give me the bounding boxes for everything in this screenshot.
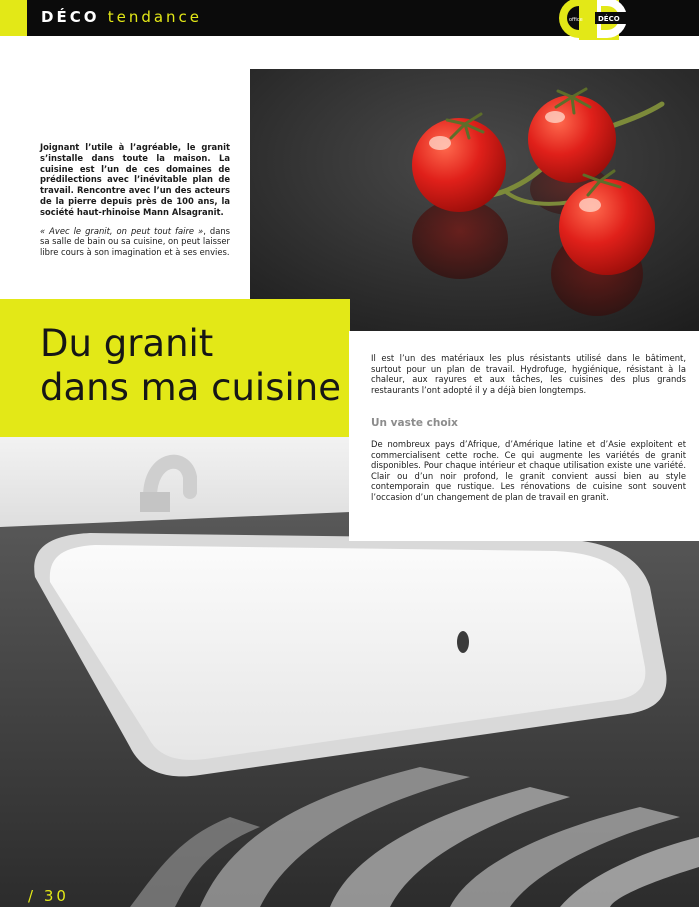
article-paragraph-2 — [371, 439, 686, 503]
article-paragraph-1 — [371, 353, 686, 395]
intro-lead: Joignant l’utile à l’agréable, le granit s’installe dans toute la maison. La cuisine est l’un de ces domaines de prédilections avec l’inévitable plan de travail. Rencontre avec l’un des acteurs de la pierre depuis près de 100 ans, la société haut-rhinoise Mann Alsagranit. — [40, 142, 230, 217]
article-subheading: Un vaste choix — [371, 417, 458, 429]
section-name: DÉCO — [41, 8, 100, 26]
intro-quote-paragraph — [40, 226, 230, 258]
page-number: / 30 — [28, 887, 69, 905]
tomatoes-photo — [250, 69, 699, 331]
article-paragraph-2-text: De nombreux pays d’Afrique, d’Amérique latine et d’Asie exploitent et commercialisent cette roche. Ce qui augmente les variétés de granit disponibles. Pour chaque intérieur et chaque utilisation existe une variété. Clair ou d’un noir profond, le granit convient aussi bien au style contemporain que rustique. Les rénovations de cuisine sont souvent l’occasion d’un changement de plan de travail en granit. — [371, 439, 686, 502]
office-deco-logo — [557, 0, 643, 40]
intro-quote: « Avec le granit, on peut tout faire » — [40, 225, 204, 236]
title-line-1: Du granit — [40, 322, 214, 365]
intro-text — [40, 142, 230, 266]
logo-main-text: DÉCO — [598, 15, 620, 23]
header-accent — [0, 0, 27, 36]
title-line-2: dans ma cuisine — [40, 366, 341, 409]
section-label — [41, 8, 202, 26]
article-title — [40, 322, 341, 410]
article-paragraph-1-text: Il est l’un des matériaux les plus résistants utilisé dans le bâtiment, surtout pour un plan de travail. Hydrofuge, hygiénique, résistant à la chaleur, aux rayures et aux tâches, les cuisines des plus grands restaurants l’ont adopté il y a déjà bien longtemps. — [371, 353, 686, 395]
intro-quote-continuation: , dans sa salle de bain ou sa cuisine, on peut laisser libre cours à son imagination et à ses envies. — [40, 225, 230, 258]
subsection-name: tendance — [107, 8, 203, 26]
logo-small-text: office — [569, 17, 583, 23]
